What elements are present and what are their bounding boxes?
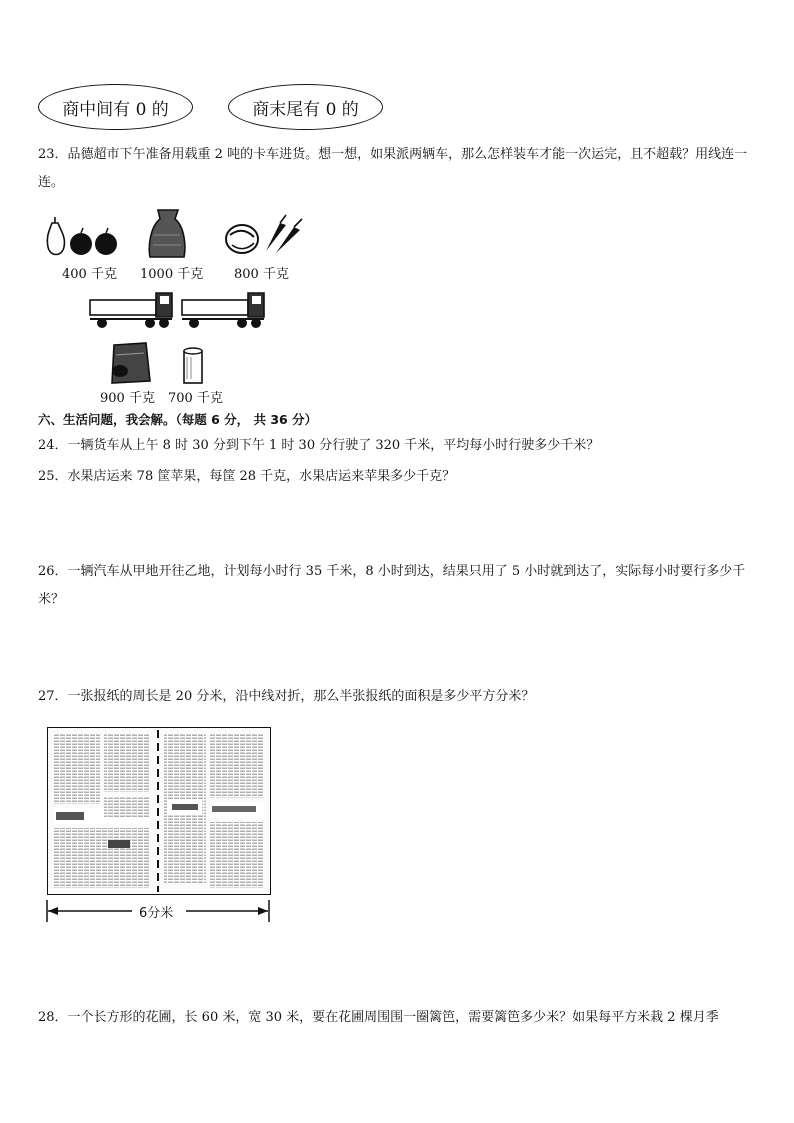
oval-label-middle-zero (38, 84, 193, 130)
weight-label-vegetables: 800 千克 (234, 267, 289, 282)
vegetables-icon (226, 215, 302, 253)
section-title: 六、生活问题，我会解。（每题 6 分， 共 36 分） (38, 412, 318, 427)
weight-label-bag: 900 千克 (100, 391, 155, 406)
pear-icon (47, 217, 64, 255)
goods-illustration (40, 205, 310, 405)
can-icon (184, 348, 202, 383)
dimension-label: 6分米 (139, 906, 174, 921)
truck-icon (182, 293, 264, 328)
oval-text: 商中间有 0 的 (62, 99, 169, 120)
question-23: 23．品德超市下午准备用载重 2 吨的卡车进货。想一想，如果派两辆车，那么怎样装车才能一次运完，且不超载？用线连一连。 (38, 147, 748, 190)
truck-icon (90, 293, 172, 328)
oval-label-end-zero (228, 84, 383, 130)
apple-icon (95, 228, 117, 255)
oval-text: 商末尾有 0 的 (252, 99, 359, 120)
newspaper-image (47, 727, 271, 895)
apple-icon (70, 228, 92, 255)
question-24: 24．一辆货车从上午 8 时 30 分到下午 1 时 30 分行驶了 320 千米，平均每小时行驶多少千米？ (38, 438, 600, 453)
weight-label-sack: 1000 千克 (140, 267, 204, 282)
weight-label-fruit: 400 千克 (62, 267, 117, 282)
bag-icon (112, 343, 150, 383)
question-28: 28．一个长方形的花圃，长 60 米，宽 30 米，要在花圃周围围一圈篱笆，需要篱笆多少米？如果每平方米栽 2 棵月季 (38, 1010, 719, 1025)
newspaper-texture-icon (48, 728, 270, 894)
question-26: 26．一辆汽车从甲地开往乙地，计划每小时行 35 千米，8 小时到达，结果只用了 5 小时就到达了，实际每小时要行多少千米？ (38, 564, 746, 607)
question-27: 27．一张报纸的周长是 20 分米，沿中线对折，那么半张报纸的面积是多少平方分米？ (38, 689, 535, 704)
weight-label-can: 700 千克 (168, 391, 223, 406)
question-25: 25．水果店运来 78 筐苹果，每筐 28 千克，水果店运来苹果多少千克？ (38, 469, 456, 484)
sack-icon (149, 210, 185, 257)
